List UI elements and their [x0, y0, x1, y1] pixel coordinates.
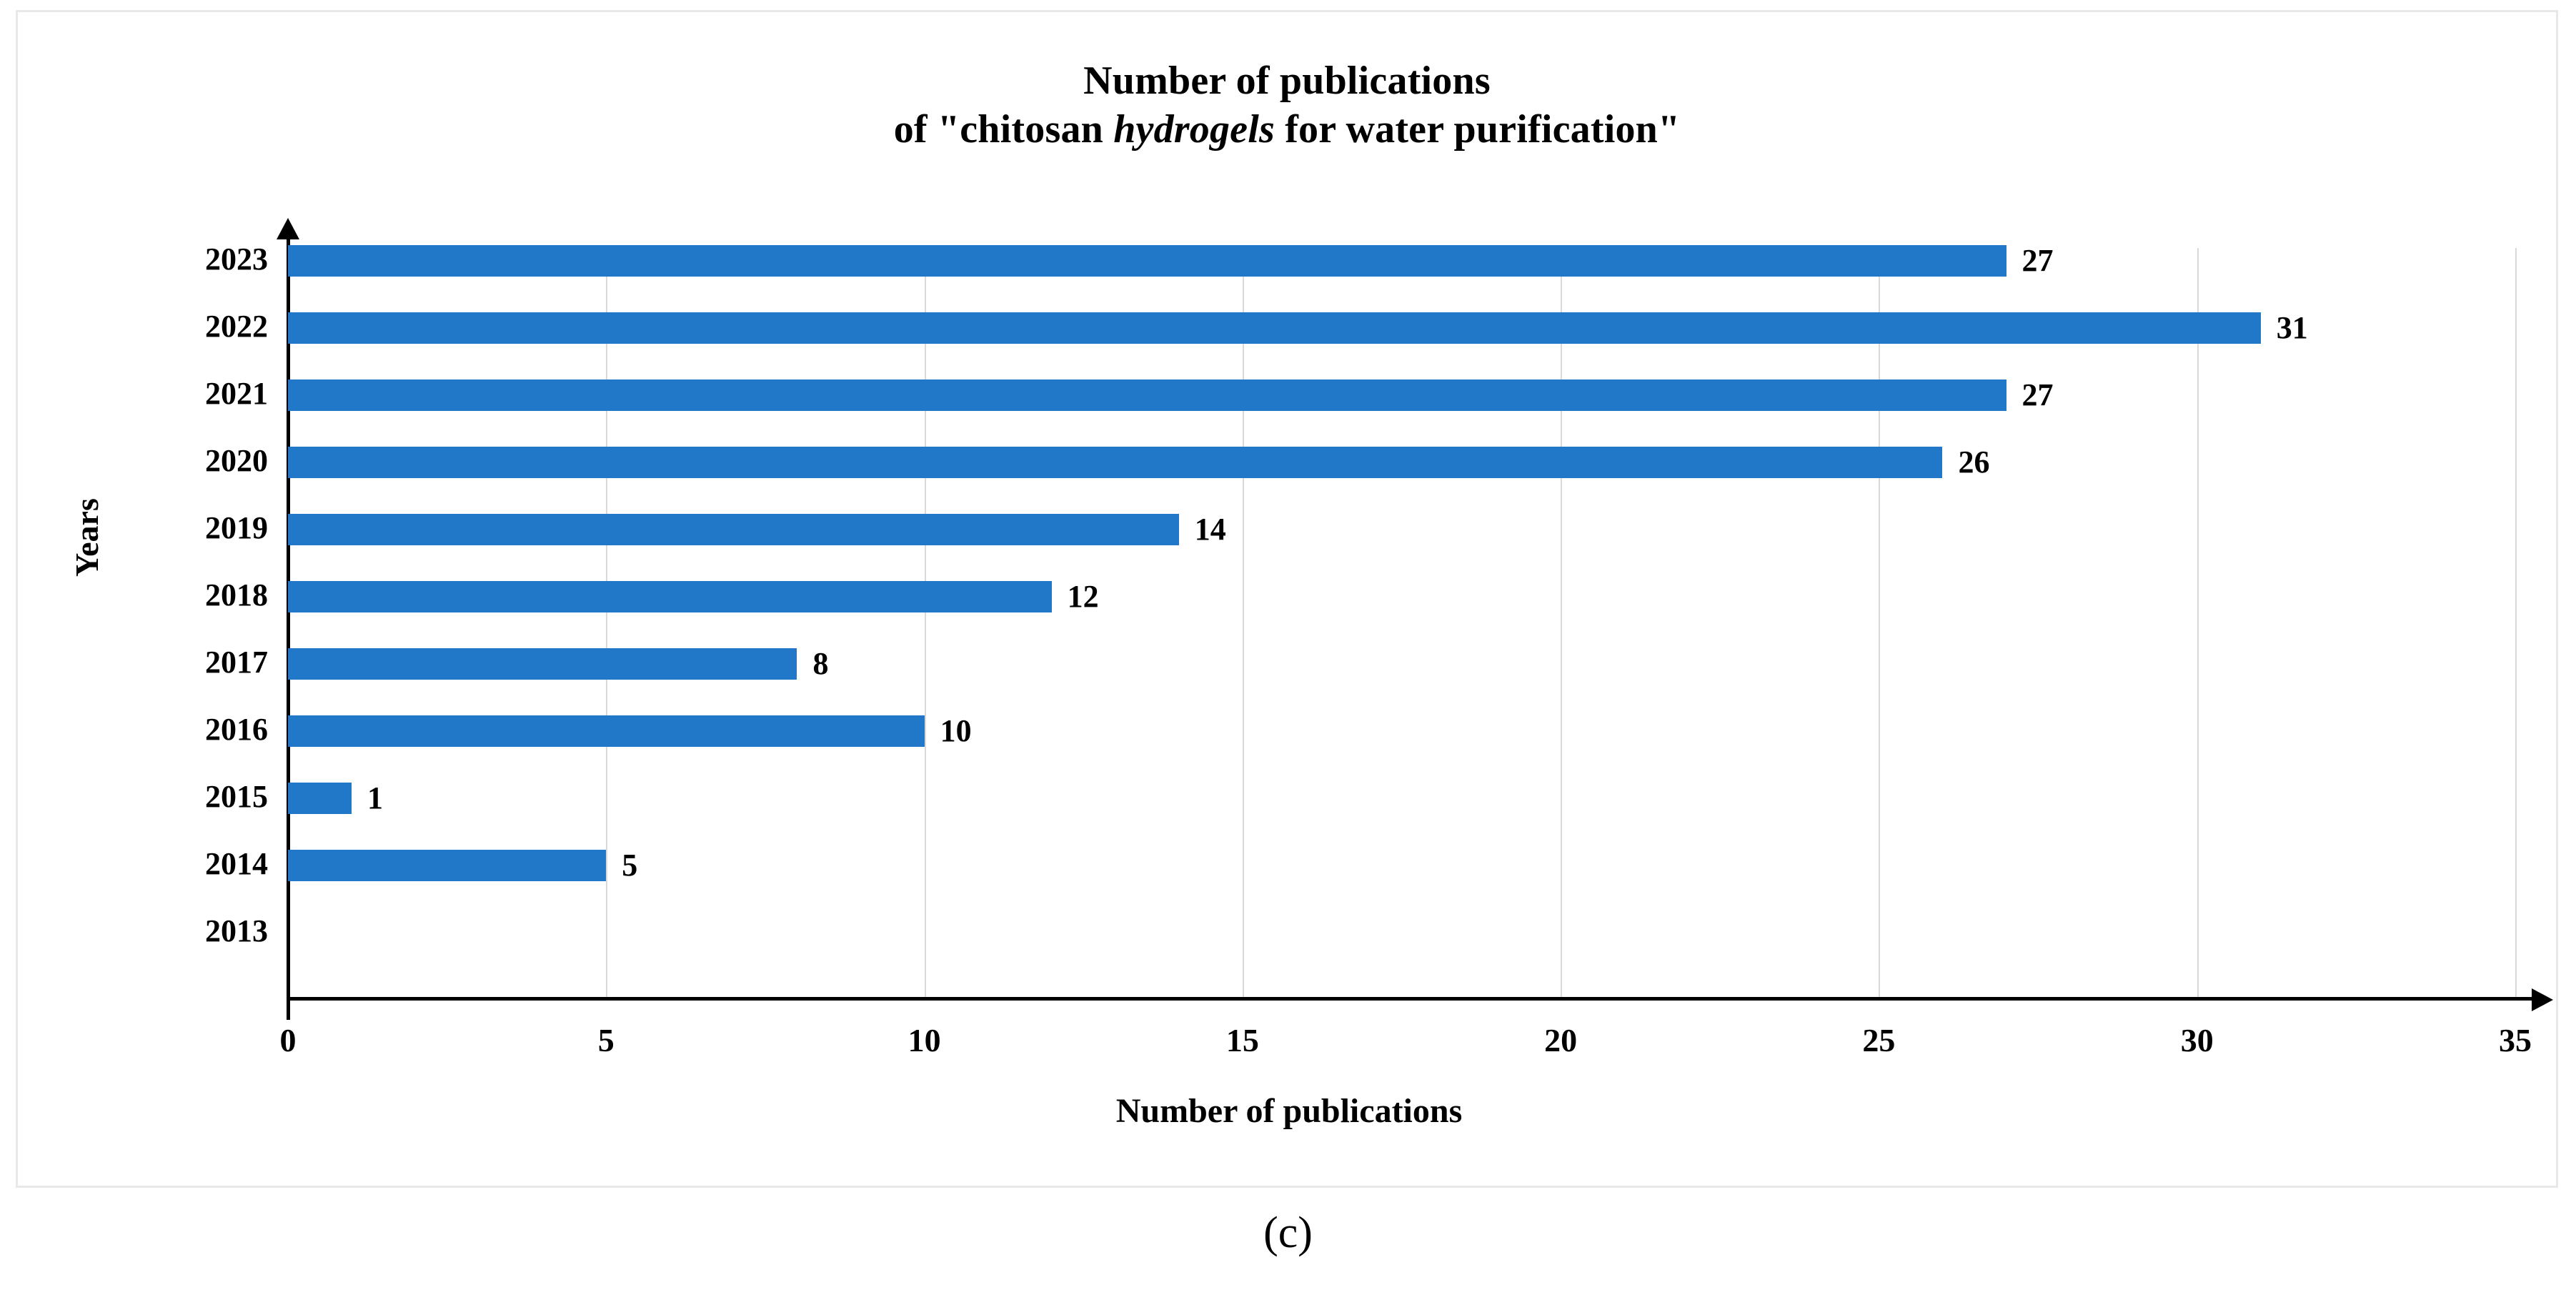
gridline	[1561, 248, 1562, 998]
gridline	[1879, 248, 1880, 998]
y-tick-label: 2018	[205, 577, 268, 612]
x-tick-label: 0	[279, 1022, 297, 1058]
bar-value-label: 8	[812, 646, 829, 681]
y-tick-label: 2023	[205, 242, 268, 277]
bar-value-label: 10	[940, 713, 972, 748]
x-axis-arrow-icon	[2532, 988, 2553, 1011]
chart-panel	[16, 10, 2558, 1188]
title-emphasis: hydrogels	[1113, 107, 1275, 152]
bar-value-label: 12	[1067, 579, 1099, 614]
bar	[288, 379, 2006, 411]
gridline	[925, 248, 926, 998]
bar-value-label: 26	[1958, 445, 1990, 480]
bar-value-label: 27	[2021, 243, 2054, 278]
x-tick-label: 25	[1862, 1022, 1896, 1058]
y-axis-line	[287, 234, 290, 1020]
title-suffix: for water purification"	[1275, 107, 1681, 152]
bar	[288, 715, 925, 747]
y-tick-label: 2015	[205, 779, 268, 814]
bar-value-label: 5	[622, 848, 638, 883]
bar	[288, 850, 606, 881]
bar-value-label: 27	[2021, 377, 2054, 412]
gridline	[1243, 248, 1244, 998]
title-prefix: of "chitosan	[893, 107, 1114, 152]
bar	[288, 783, 352, 814]
chart-title	[18, 56, 2556, 154]
bar	[288, 245, 2006, 277]
chart-title-line2	[18, 105, 2556, 154]
gridline	[606, 248, 607, 998]
y-tick-label: 2014	[205, 846, 268, 881]
y-tick-label: 2013	[205, 913, 268, 948]
y-tick-label: 2020	[205, 443, 268, 478]
y-tick-label: 2021	[205, 376, 268, 411]
bar	[288, 581, 1052, 612]
x-axis-line	[287, 997, 2534, 1001]
x-tick-label: 5	[597, 1022, 615, 1058]
y-tick-label: 2017	[205, 645, 268, 680]
x-tick-label: 30	[2180, 1022, 2214, 1058]
y-tick-label: 2016	[205, 712, 268, 747]
bar	[288, 312, 2261, 344]
figure-caption: (c)	[1263, 1209, 1313, 1257]
x-tick-label: 35	[2499, 1022, 2532, 1058]
x-tick-label: 20	[1544, 1022, 1578, 1058]
x-tick-label: 15	[1225, 1022, 1259, 1058]
chart-title-line1: Number of publications	[1083, 59, 1491, 103]
plot-area	[288, 248, 2515, 998]
bar-value-label: 1	[367, 780, 384, 815]
gridline	[2515, 248, 2517, 998]
y-tick-label: 2022	[205, 309, 268, 344]
bar	[288, 648, 797, 680]
bar-value-label: 14	[1194, 512, 1226, 547]
bar-value-label: 31	[2276, 310, 2308, 345]
x-axis-title: Number of publications	[1115, 1092, 1463, 1130]
bar	[288, 514, 1179, 545]
bar	[288, 447, 1942, 478]
x-tick-label: 10	[907, 1022, 941, 1058]
gridline	[2197, 248, 2199, 998]
y-axis-title: Years	[69, 498, 105, 577]
y-tick-label: 2019	[205, 510, 268, 545]
